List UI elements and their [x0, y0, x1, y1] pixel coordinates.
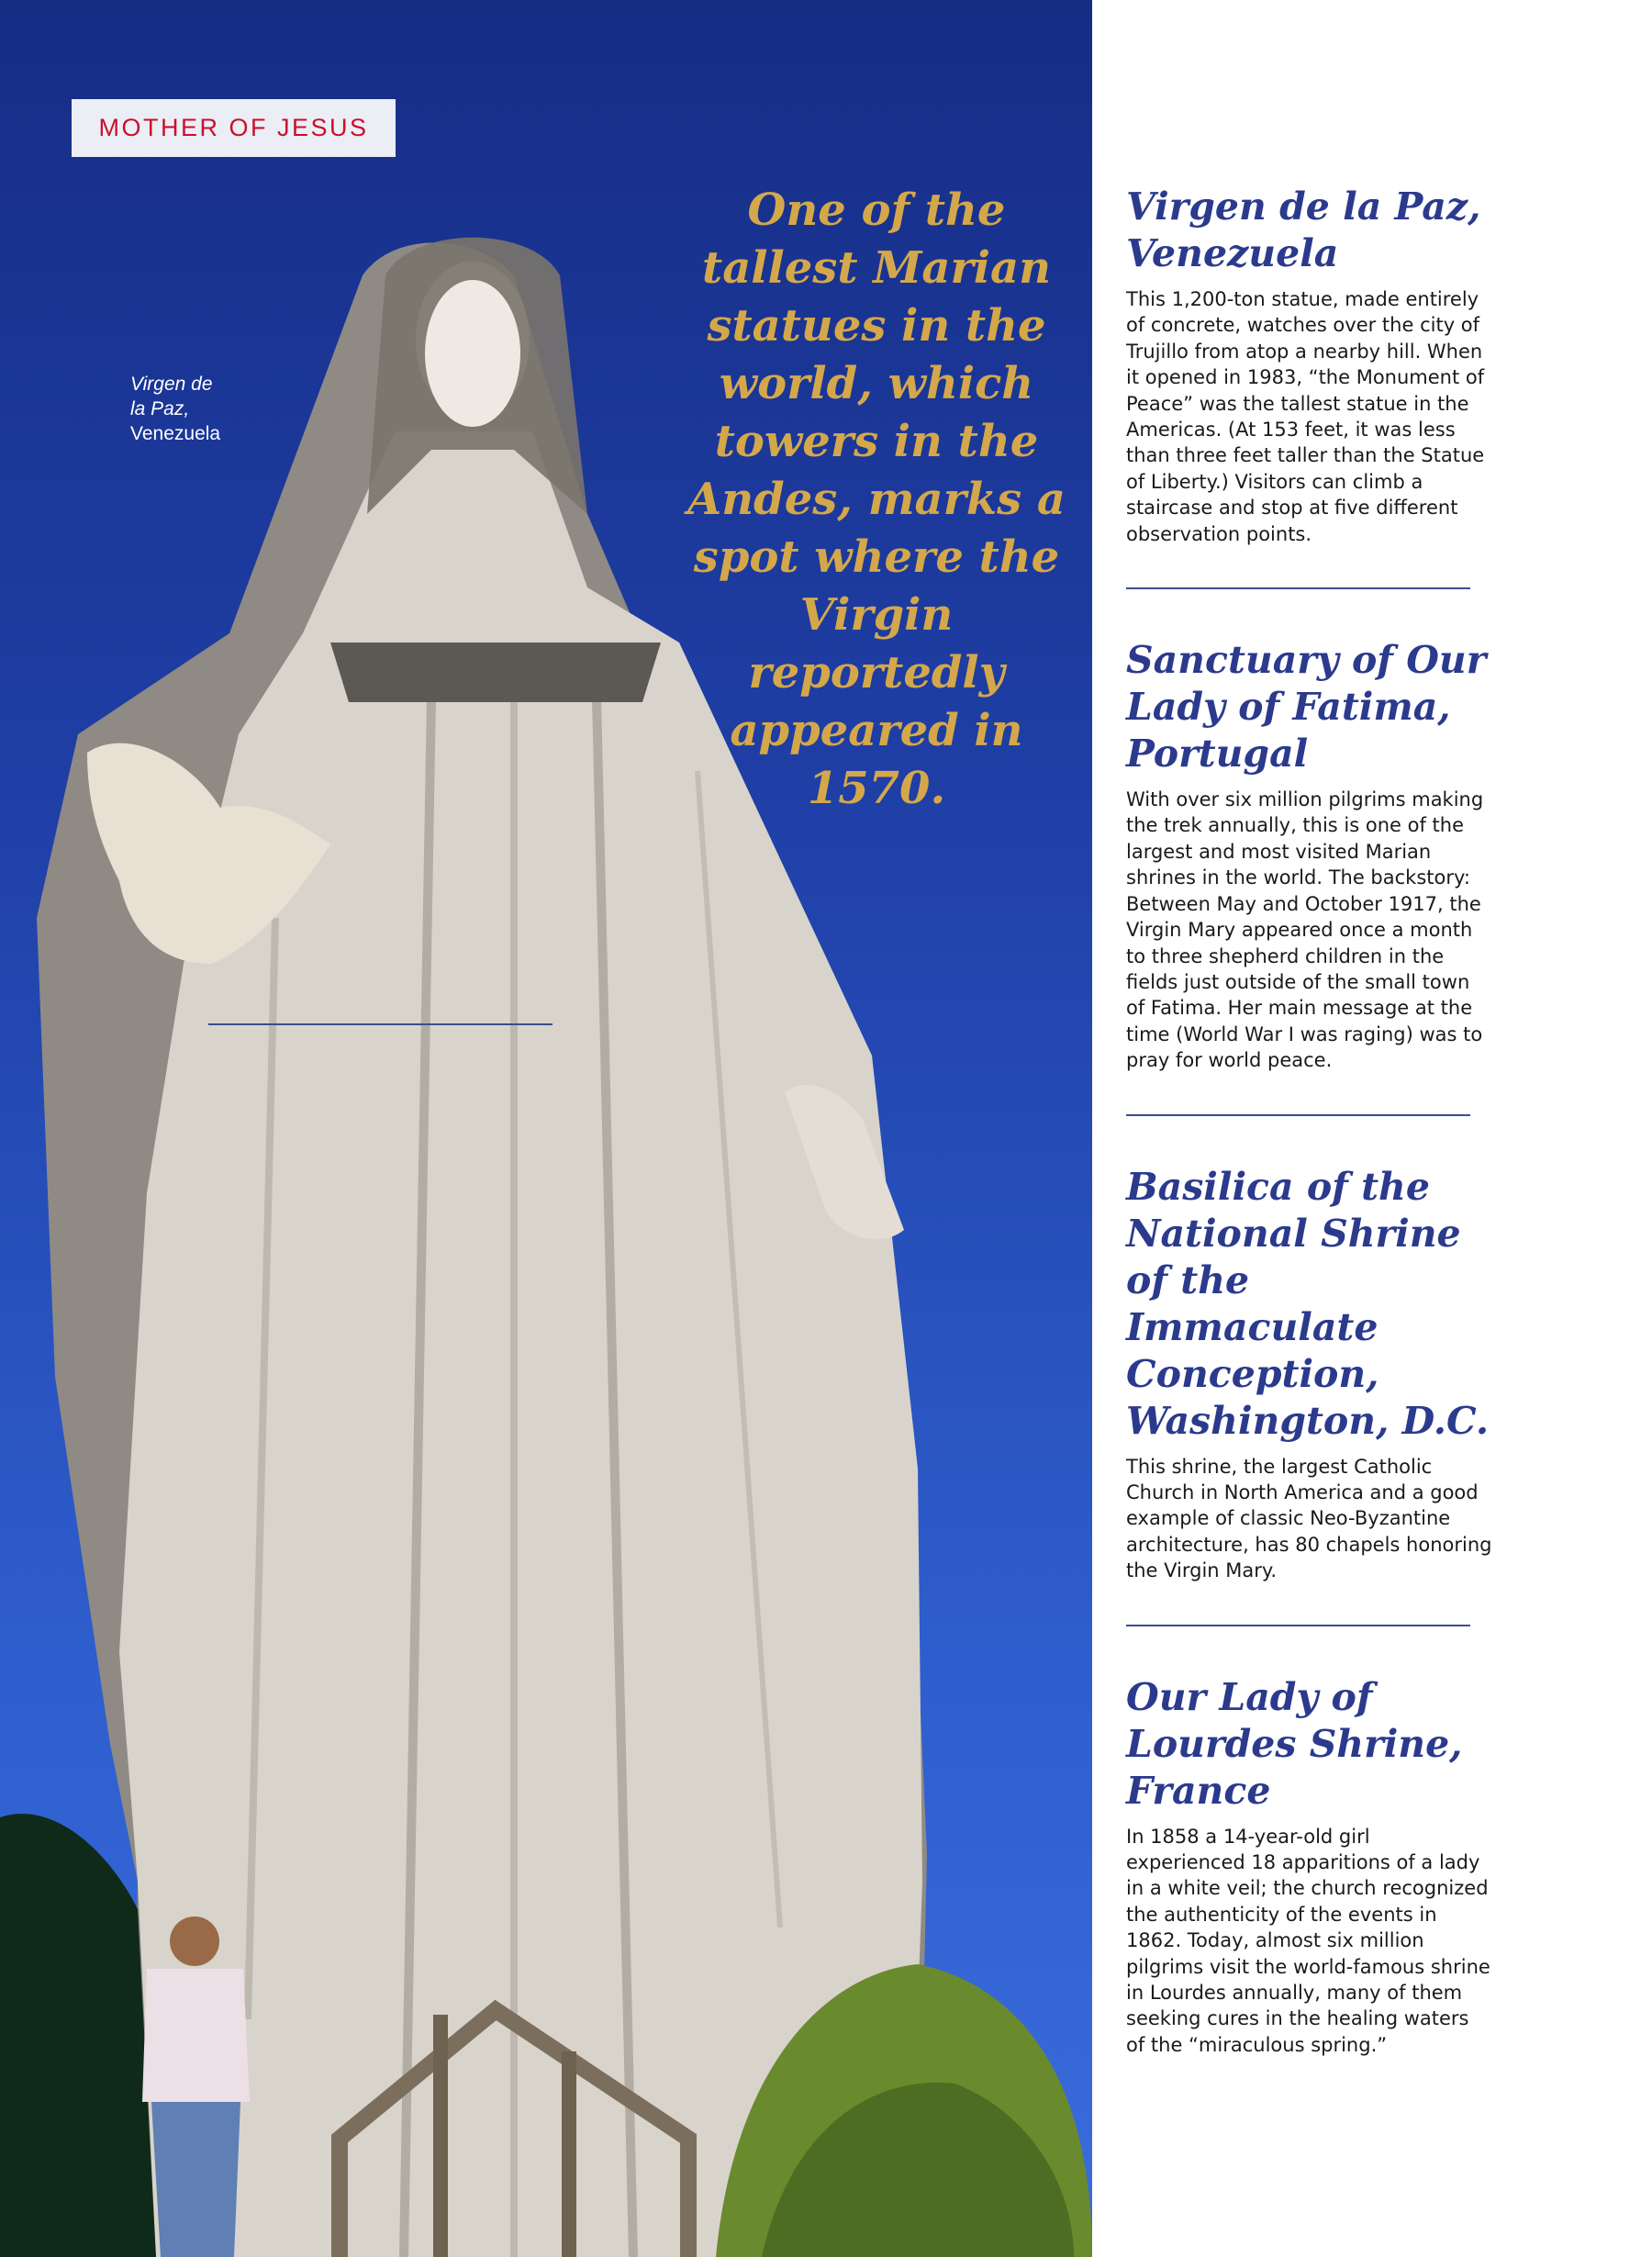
divider: [1126, 587, 1470, 589]
caption-rule: [208, 1023, 553, 1025]
article-virgen-de-la-paz: [1126, 184, 1493, 547]
photo-caption: [130, 372, 268, 446]
divider: [1126, 1625, 1470, 1626]
article-body: In 1858 a 14-year-old girl experienced 18 apparitions of a lady in a white veil; the church recognized the authenticity of the events in 1862. Today, almost six million pilgrims visit the world-famous shrine in Lourdes annually, many of them seeking cures in the healing waters of the “miraculous spring.”: [1126, 1825, 1490, 2056]
pull-quote: One of the tallest Marian statues in the world, which towers in the Andes, marks a spot where the Virgin reportedly appeared in 1570.: [687, 184, 1066, 814]
section-tag: MOTHER OF JESUS: [72, 99, 396, 157]
article-title: Sanctuary of Our Lady of Fatima, Portugal: [1126, 638, 1487, 777]
article-national-shrine: [1126, 1164, 1493, 1584]
article-title: Basilica of the National Shrine of the Immaculate Conception, Washington, D.C.: [1126, 1164, 1490, 1443]
caption-line-3: Venezuela: [130, 423, 221, 444]
divider: [1126, 1114, 1470, 1116]
article-body: This shrine, the largest Catholic Church in North America and a good example of classic Neo-Byzantine architecture, has 80 chapels honoring the Virgin Mary.: [1126, 1455, 1492, 1582]
article-title: Our Lady of Lourdes Shrine, France: [1126, 1674, 1463, 1813]
article-body: This 1,200-ton statue, made entirely of concrete, watches over the city of Trujillo from atop a nearby hill. When it opened in 1983, “the Monument of Peace” was the tallest statue in the Americas. (At 153 feet, it was less than three feet taller than the Statue of Liberty.) Visitors can climb a staircase and stop at five different observation points.: [1126, 288, 1485, 545]
article-title: Virgen de la Paz, Venezuela: [1126, 184, 1481, 275]
caption-line-1: Virgen de: [130, 374, 213, 395]
article-column: [1126, 184, 1493, 2058]
article-fatima: [1126, 637, 1493, 1073]
article-body: With over six million pilgrims making the trek annually, this is one of the largest and most visited Marian shrines in the world. The backstory: Between May and October 1917, the Virgin Mary appeared once a month to three shepherd children in the fields just outside of the small town of Fatima. Her main message at the time (World War I was raging) was to pray for world peace.: [1126, 788, 1484, 1072]
article-lourdes: [1126, 1674, 1493, 2059]
caption-line-2: la Paz,: [130, 398, 190, 419]
